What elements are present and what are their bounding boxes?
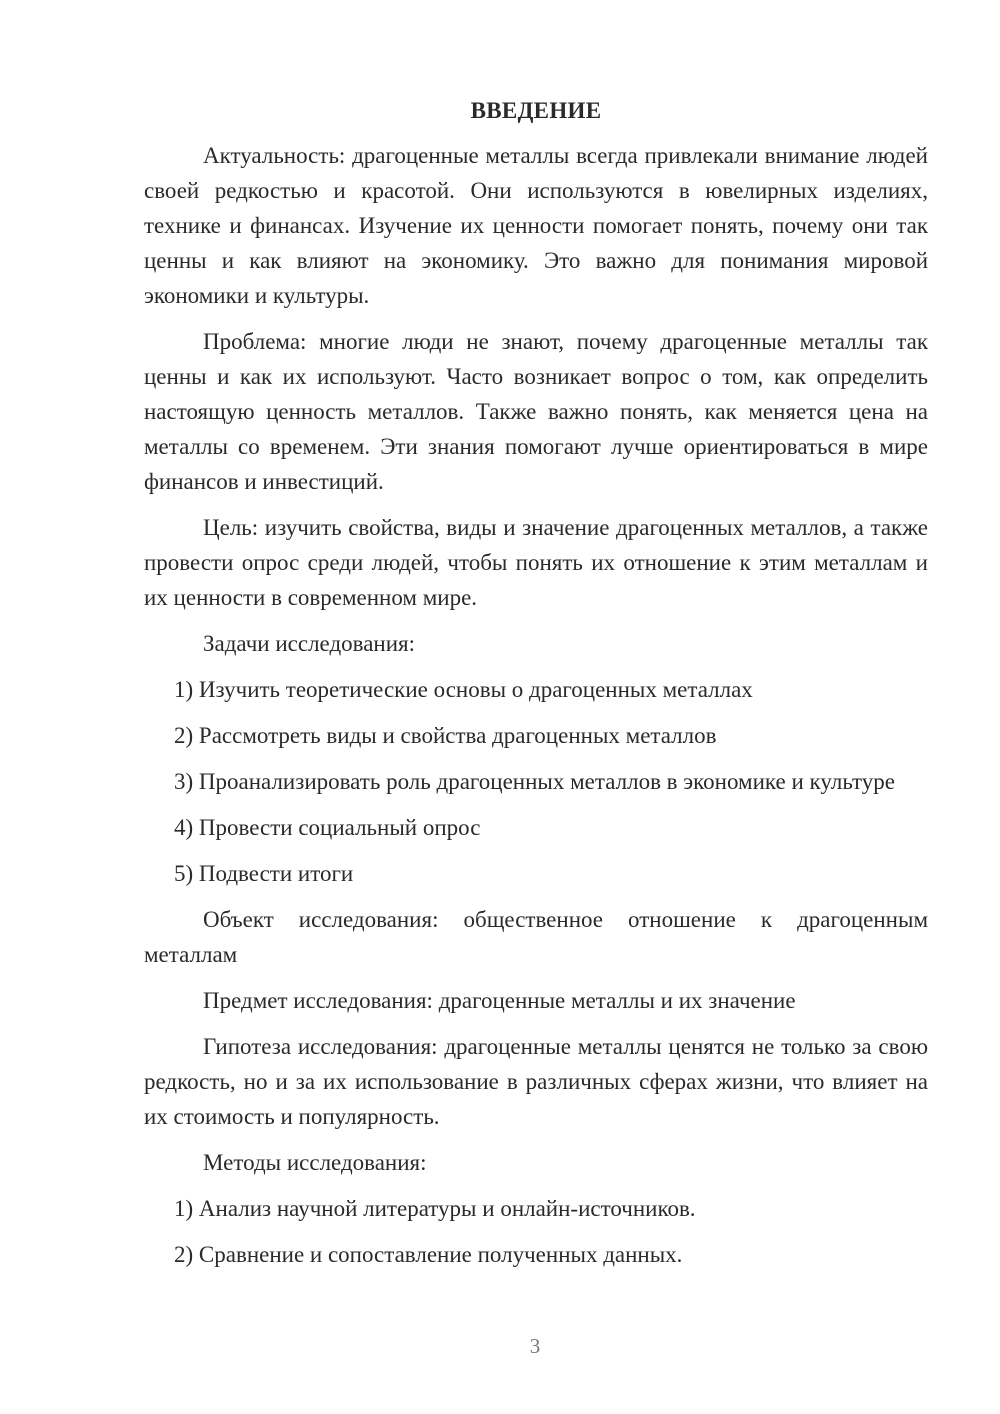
hypothesis-paragraph: Гипотеза исследования: драгоценные металлы ценятся не только за свою редкость, но и за их использование в различных сферах жизни, что влияет на их стоимость и популярность. [144, 1034, 928, 1129]
tasks-heading: Задачи исследования: [203, 631, 416, 656]
method-item: 1) Анализ научной литературы и онлайн-источников. [174, 1196, 696, 1221]
subject-paragraph: Предмет исследования: драгоценные металлы и их значение [203, 988, 796, 1013]
tasks-list [144, 672, 928, 891]
method-item: 2) Сравнение и сопоставление полученных данных. [174, 1242, 683, 1267]
page-number: 3 [529, 1334, 541, 1358]
task-item: 2) Рассмотреть виды и свойства драгоценных металлов [174, 723, 717, 748]
problem-paragraph: Проблема: многие люди не знают, почему драгоценные металлы так ценны и как их используют. Часто возникает вопрос о том, как определить настоящую ценность металлов. Также важно понять, как меняется цена на металлы со временем. Эти знания помогают лучше ориентироваться в мире финансов и инвестиций. [144, 329, 928, 494]
methods-heading: Методы исследования: [203, 1150, 427, 1175]
task-item: 4) Провести социальный опрос [174, 815, 481, 840]
methods-list [144, 1191, 928, 1272]
relevance-paragraph: Актуальность: драгоценные металлы всегда привлекали внимание людей своей редкостью и красотой. Они используются в ювелирных изделиях, технике и финансах. Изучение их ценности помогает понять, почему они так ценны и как влияют на экономику. Это важно для понимания мировой экономики и культуры. [144, 143, 928, 308]
task-item: 1) Изучить теоретические основы о драгоценных металлах [174, 677, 753, 702]
object-paragraph: Объект исследования: общественное отношение к драгоценным металлам [144, 907, 928, 967]
task-item: 5) Подвести итоги [174, 861, 354, 886]
task-item: 3) Проанализировать роль драгоценных металлов в экономике и культуре [174, 769, 895, 794]
document-page [144, 96, 928, 1283]
section-title: ВВЕДЕНИЕ [470, 98, 602, 123]
goal-paragraph: Цель: изучить свойства, виды и значение драгоценных металлов, а также провести опрос среди людей, чтобы понять их отношение к этим металлам и их ценности в современном мире. [144, 515, 928, 610]
